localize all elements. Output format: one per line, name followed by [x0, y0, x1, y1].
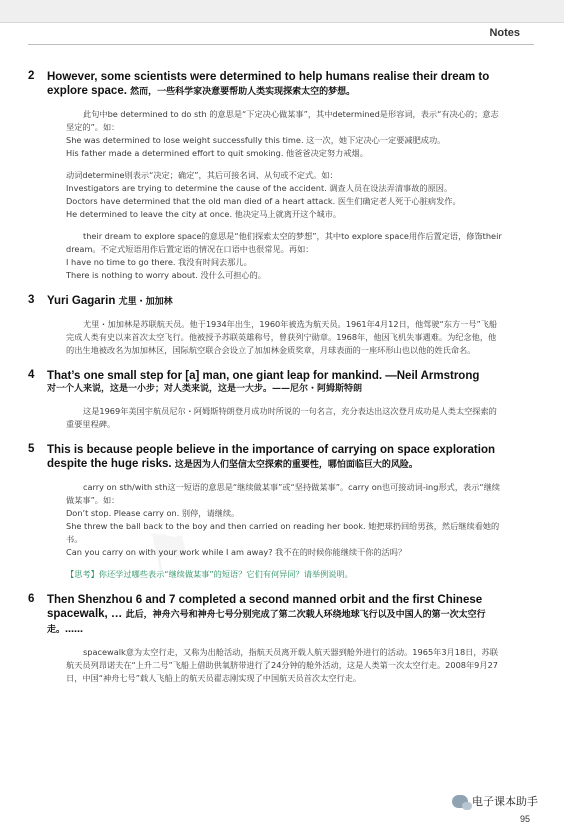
note-section-2 [28, 70, 502, 282]
wechat-icon [452, 795, 468, 808]
heading-en: Yuri Gagarin [47, 295, 116, 307]
example-sentence: Doctors have determined that the old man died of a heart attack. 医生们确定老人死于心脏病发作。 [66, 196, 461, 206]
note-heading [47, 294, 502, 309]
heading-cn: 这是因为人们坚信太空探索的重要性，哪怕面临巨大的风险。 [174, 460, 418, 470]
note-heading [47, 593, 502, 637]
note-heading-cn: 对一个人来说，这是一小步；对人类来说，这是一大步。——尼尔・阿姆斯特朗 [47, 384, 363, 394]
heading-cn: 此后，神舟六号和神舟七号分别完成了第二次载人环绕地球飞行以及中国人的第一次太空行走。…… [47, 610, 486, 635]
heading-cn: 尤里・加加林 [118, 297, 173, 307]
watermark-text: 电子课本助手 [472, 795, 538, 808]
note-number: 3 [28, 294, 35, 306]
example-sentence: He determined to leave the city at once. 他决定马上就离开这个城市。 [66, 209, 342, 219]
header-rule [28, 44, 534, 45]
note-section-5 [28, 443, 502, 581]
note-paragraph: spacewalk意为太空行走，又称为出舱活动，指航天员离开载人航天器到舱外进行的活动。1965年3月18日，苏联航天员列昂诺夫在“上升二号”飞船上借助供氧脐带进行了24分钟的舱外活动，这是人类第一次太空行走。2008年9月27日，中国“神舟七号”载人飞船上的航天员翟志刚实现了中国航天员首次太空行走。 [66, 647, 498, 683]
think-prompt: 【思考】你还学过哪些表示“继续做某事”的短语？它们有何异同？请举例说明。 [66, 569, 353, 579]
example-sentence: Can you carry on with your work while I am away? 我不在的时候你能继续干你的活吗？ [66, 547, 407, 557]
example-sentence: His father made a determined effort to quit smoking. 他爸爸决定努力戒烟。 [66, 148, 368, 158]
note-paragraph: carry on sth/with sth这一短语的意思是“继续做某事”或“坚持做某事”。carry on也可接动词-ing形式，表示“继续做某事”。如： [66, 482, 500, 505]
page-number: 95 [519, 814, 530, 824]
note-number: 2 [28, 70, 35, 82]
note-section-6 [28, 593, 502, 685]
note-paragraph: 动词determine则表示“决定；确定”，其后可接名词、从句或不定式。如： [66, 170, 338, 180]
note-paragraph: 尤里・加加林是苏联航天员。他于1934年出生，1960年被选为航天员。1961年4月12日，他驾驶“东方一号”飞船完成人类有史以来首次太空飞行。他被授予苏联英雄称号，曾获列宁勋章。1968年，他因飞机失事遇难。为纪念他，他的出生地被改名为加加林区，国际航空联合会设立了加加林金质奖章，月球表面的一座环形山也以他的姓氏命名。 [66, 319, 498, 355]
heading-cn: 然而，一些科学家决意要帮助人类实现探索太空的梦想。 [130, 87, 356, 97]
heading-en: However, some scientists were determined to help humans realise their dream to explore space. [47, 71, 490, 97]
note-number: 5 [28, 443, 35, 455]
note-number: 4 [28, 369, 35, 381]
note-heading [47, 70, 502, 99]
note-section-4 [28, 369, 502, 431]
note-heading: That’s one small step for [a] man, one giant leap for mankind. —Neil Armstrong [47, 370, 480, 382]
background-watermark: ⚑ [143, 516, 199, 589]
note-heading [47, 443, 502, 472]
heading-en: This is because people believe in the importance of carrying on space exploration despite the huge risks. [47, 444, 495, 470]
example-sentence: There is nothing to worry about. 没什么可担心的。 [66, 270, 266, 280]
footer-watermark [452, 793, 538, 809]
note-number: 6 [28, 593, 35, 605]
note-paragraph: 这是1969年美国宇航员尼尔・阿姆斯特朗登月成功时所说的一句名言，充分表达出这次登月成功是人类太空探索的重要里程碑。 [66, 406, 497, 429]
example-sentence: She threw the ball back to the boy and then carried on reading her book. 她把球扔回给男孩，然后继续看她的书。 [66, 521, 500, 544]
example-sentence: She was determined to lose weight successfully this time. 这一次，她下定决心一定要减肥成功。 [66, 135, 446, 145]
example-sentence: I have no time to go there. 我没有时间去那儿。 [66, 257, 252, 267]
note-paragraph: their dream to explore space的意思是“他们探索太空的梦想”，其中to explore space用作后置定语，修饰their dream。不定式短语用作后置定语的情况在口语中也很常见。再如： [66, 231, 502, 254]
notes-header: Notes [489, 27, 520, 39]
top-bar [0, 0, 564, 23]
note-section-3 [28, 294, 502, 357]
notes-content [28, 70, 502, 685]
heading-en: Then Shenzhou 6 and 7 completed a second manned orbit and the first Chinese spacewalk, … [47, 594, 483, 620]
example-sentence: Investigators are trying to determine the cause of the accident. 调查人员在设法弄清事故的原因。 [66, 183, 453, 193]
note-paragraph: 此句中be determined to do sth 的意思是“下定决心做某事”，其中determined是形容词，表示“有决心的；意志坚定的”。如： [66, 109, 499, 132]
example-sentence: Don’t stop. Please carry on. 别停，请继续。 [66, 508, 240, 518]
